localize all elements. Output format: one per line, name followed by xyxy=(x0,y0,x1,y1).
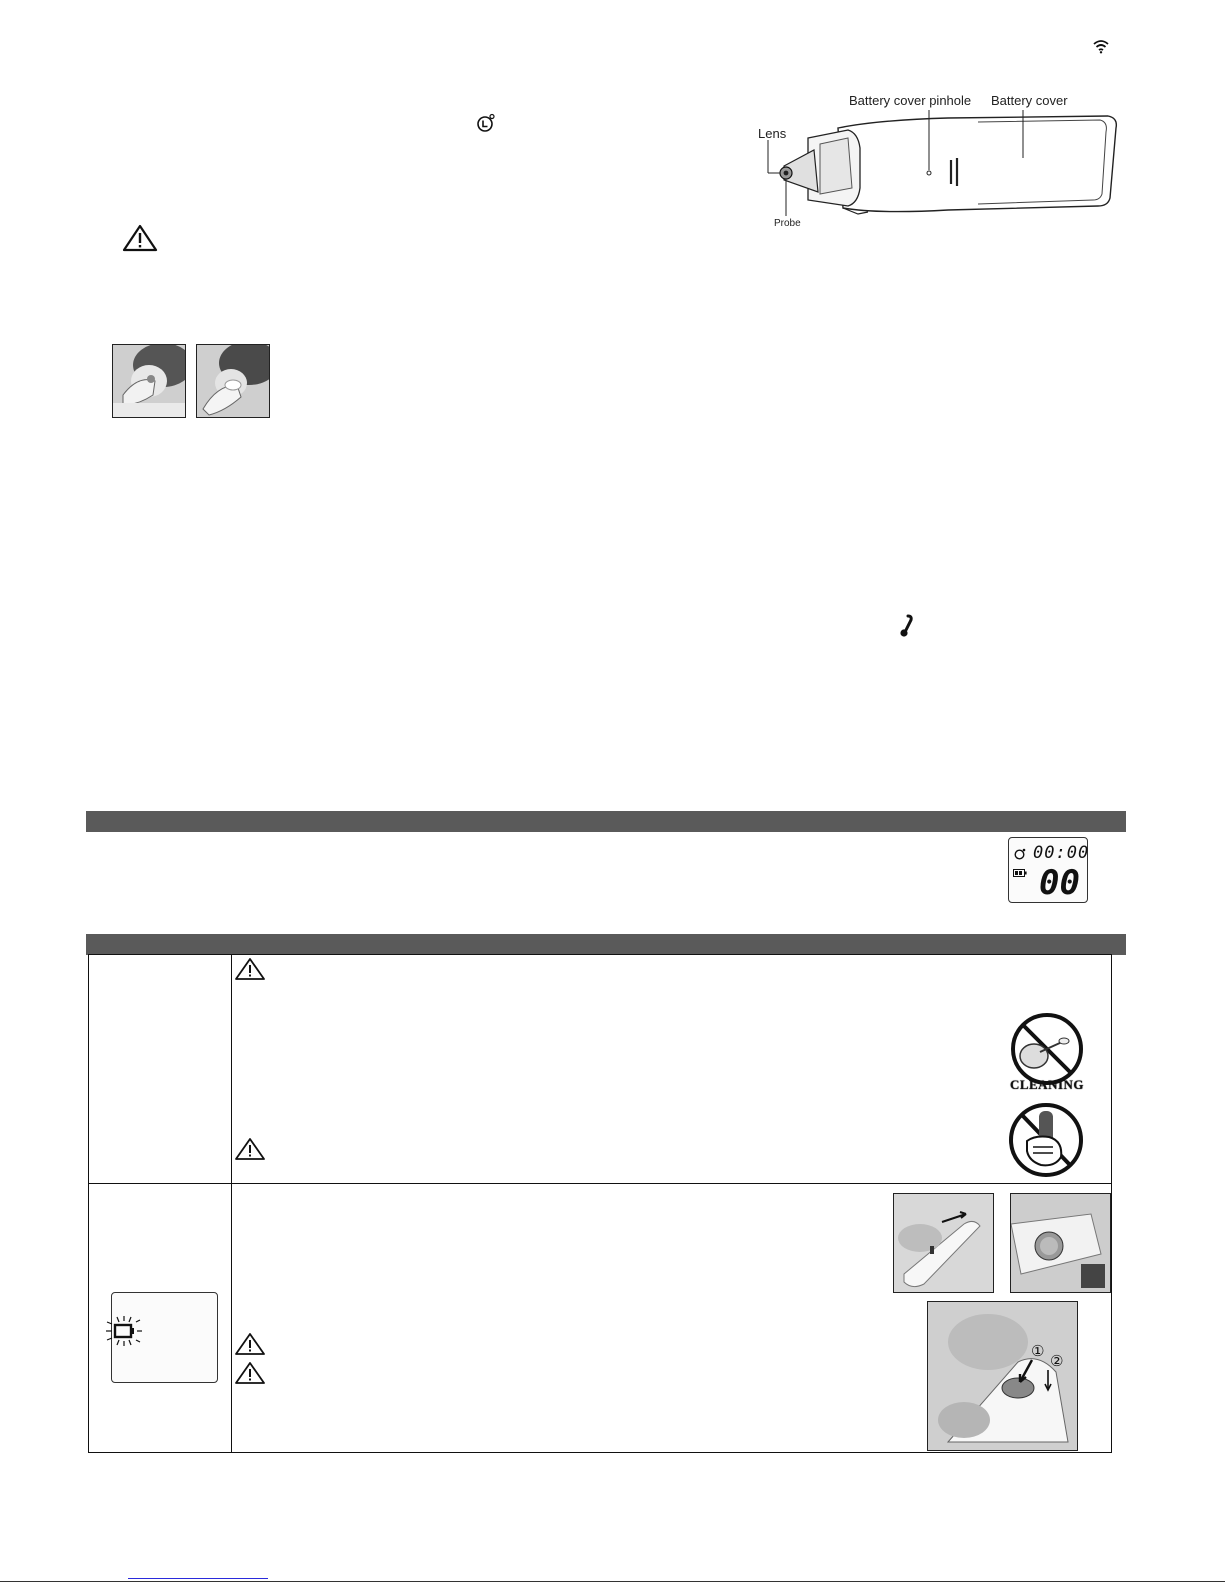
ear-photo-1 xyxy=(112,344,186,418)
no-hold-probe-icon xyxy=(1005,1101,1087,1179)
wifi-signal-icon xyxy=(1092,38,1110,54)
battery-low-blink-icon xyxy=(104,1315,144,1347)
probe-label: Probe xyxy=(774,218,801,229)
lcd-timer-icon xyxy=(1014,847,1026,859)
lcd-battery-icon xyxy=(1013,864,1027,872)
timer-clock-icon xyxy=(476,113,496,133)
battery-compartment-photo xyxy=(1010,1193,1111,1293)
step-1-marker: ① xyxy=(1031,1342,1045,1360)
footer-link-underline[interactable] xyxy=(128,1578,268,1579)
battery-cover-label: Battery cover xyxy=(991,93,1068,108)
warning-triangle-icon xyxy=(234,957,266,981)
section-bar-2 xyxy=(86,934,1126,955)
table-column-divider xyxy=(231,954,232,1453)
footer-rule xyxy=(0,1581,1225,1582)
low-battery-lcd xyxy=(111,1292,218,1383)
section-bar-1 xyxy=(86,811,1126,832)
table-row-divider xyxy=(88,1183,1112,1184)
ear-photo-2 xyxy=(196,344,270,418)
cleaning-caption: CLEANING xyxy=(1009,1077,1085,1092)
lens-label: Lens xyxy=(758,126,787,141)
battery-cover-pinhole-label: Battery cover pinhole xyxy=(849,93,972,108)
warning-triangle-icon xyxy=(234,1332,266,1356)
lcd-display xyxy=(1008,837,1088,903)
thermometer-icon xyxy=(896,614,916,638)
battery-cover-slide-photo xyxy=(893,1193,994,1293)
thermometer-diagram xyxy=(748,88,1128,238)
warning-triangle-icon xyxy=(122,224,158,252)
warning-triangle-icon xyxy=(234,1137,266,1161)
battery-insert-photo xyxy=(927,1301,1078,1451)
lcd-reading: 00 xyxy=(1039,863,1080,903)
step-2-marker: ② xyxy=(1050,1352,1064,1370)
lcd-time: 00:00 xyxy=(1033,843,1090,863)
warning-triangle-icon xyxy=(234,1361,266,1385)
